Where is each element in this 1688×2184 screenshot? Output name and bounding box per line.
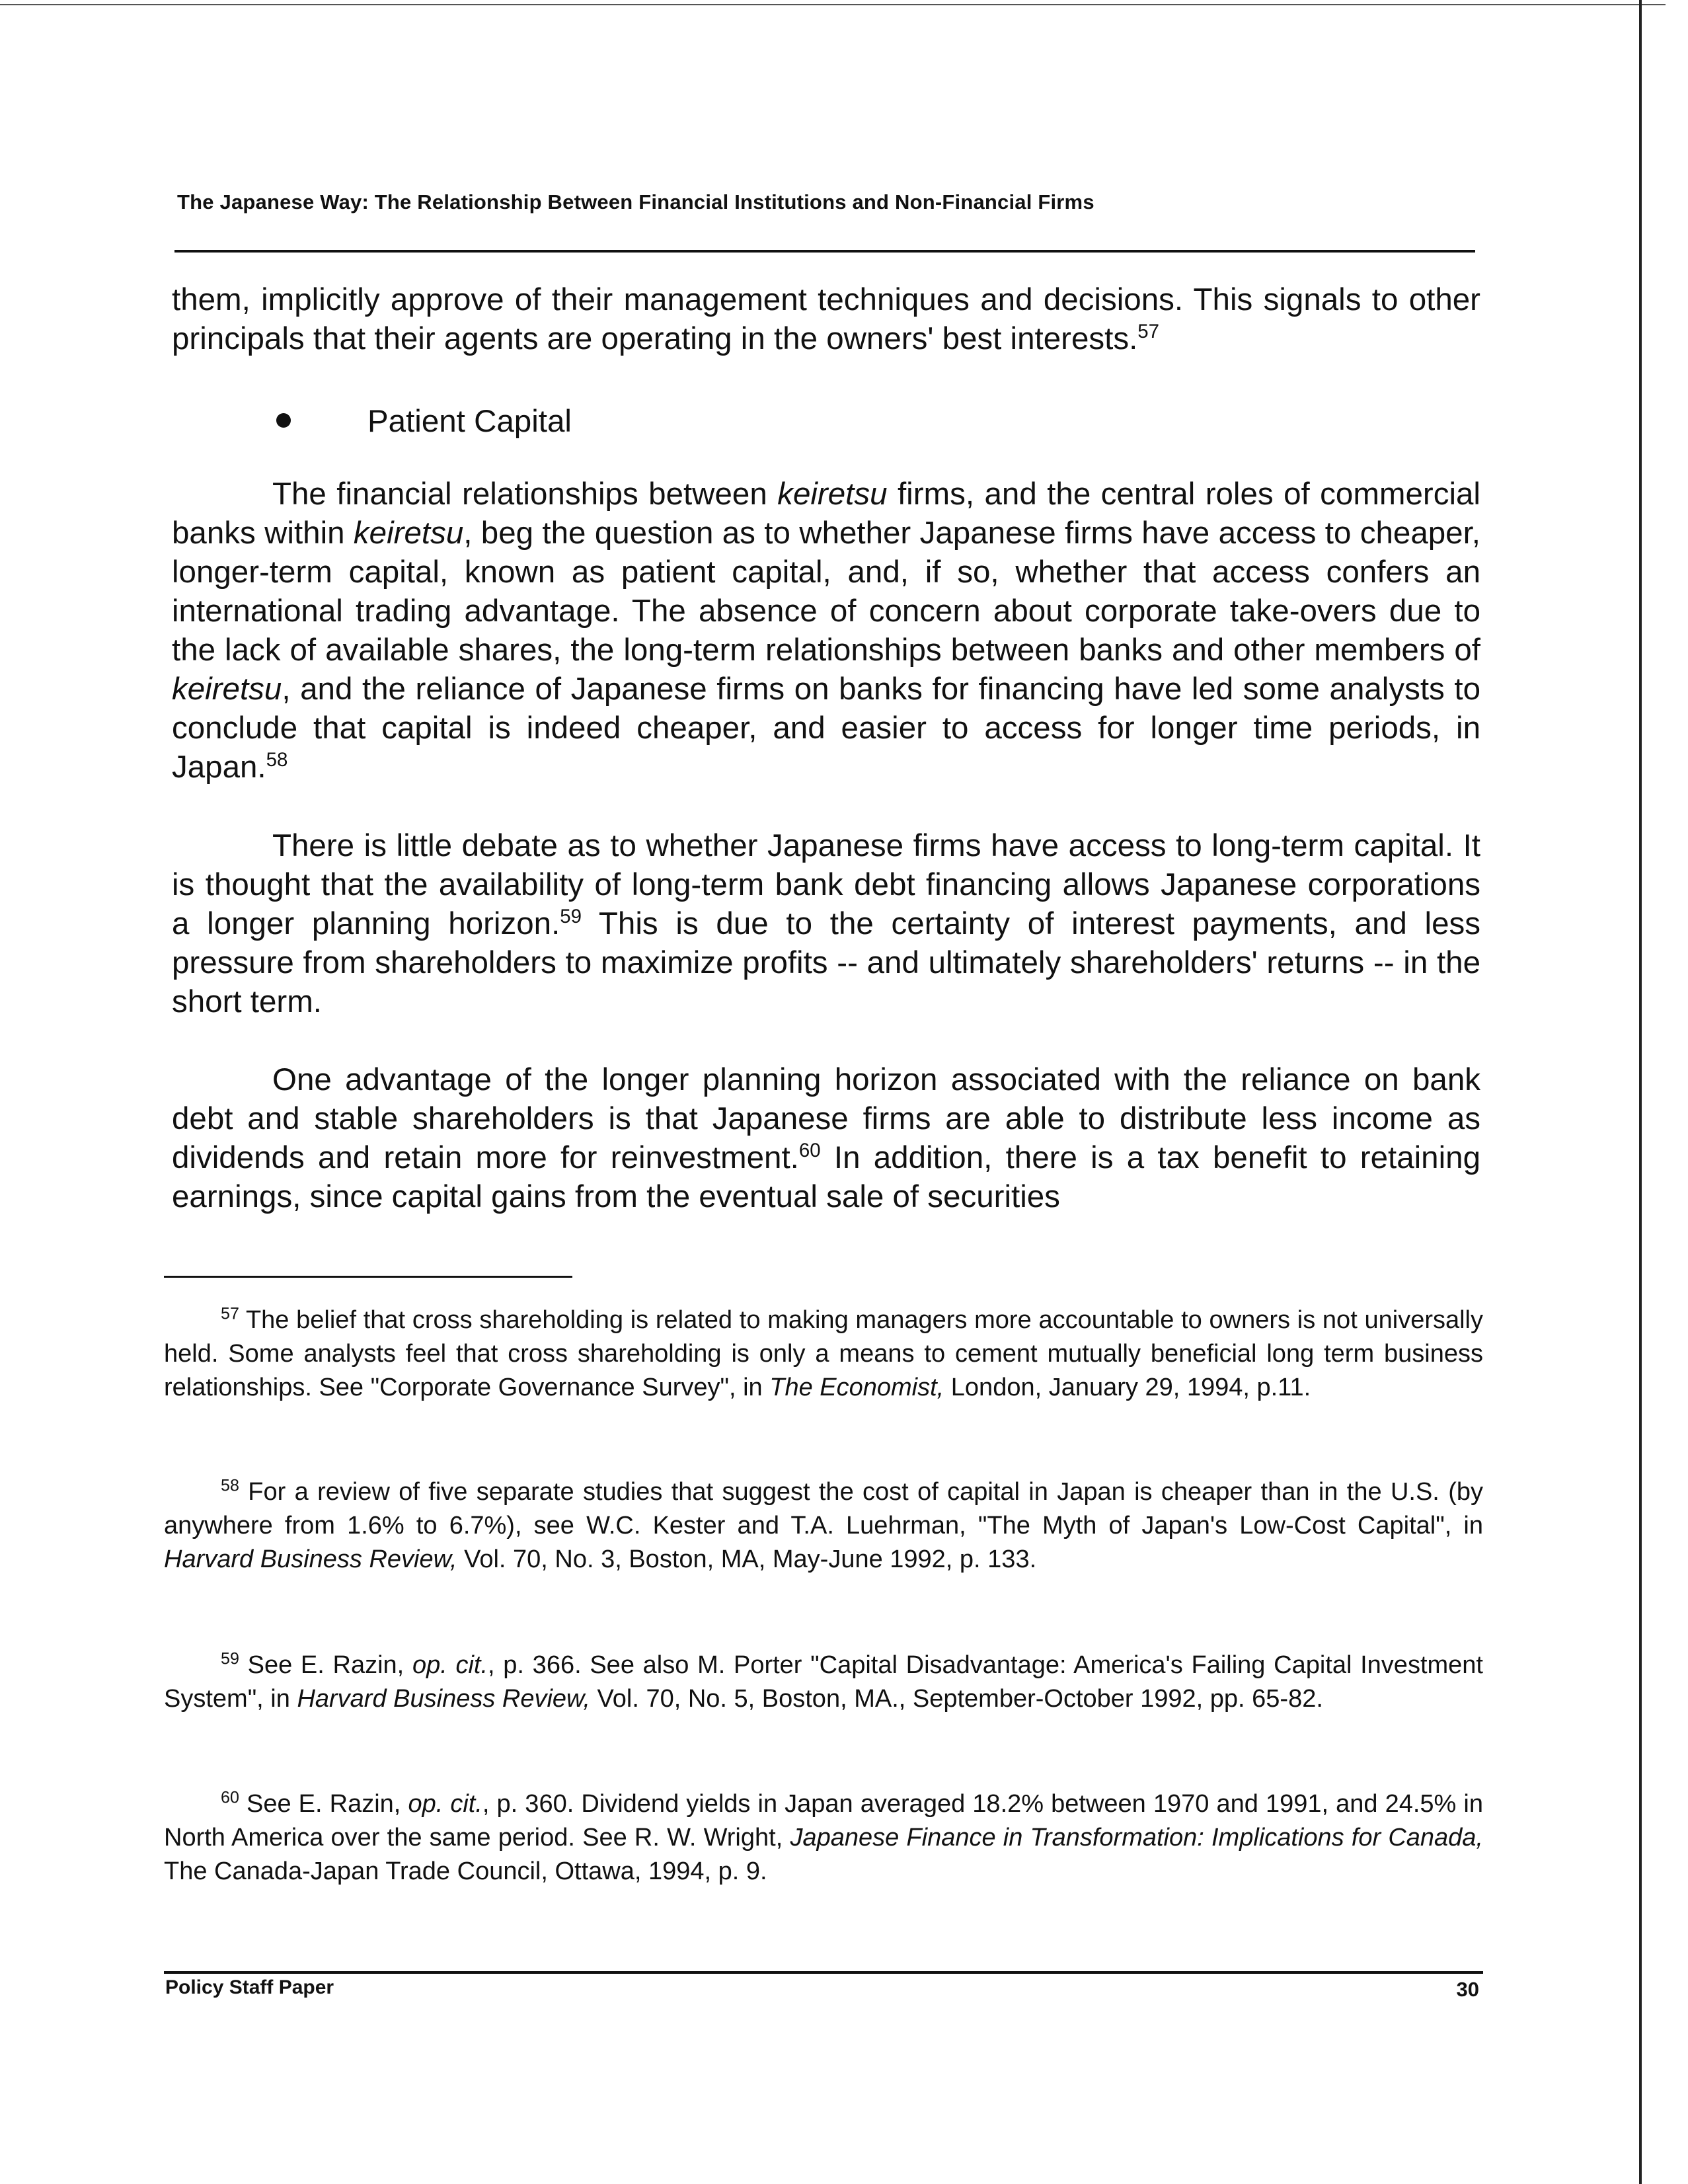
footnote-ref-60[interactable]: 60	[798, 1140, 821, 1162]
italic-term: keiretsu	[172, 672, 282, 707]
footnote-ref-58[interactable]: 58	[266, 749, 288, 771]
italic-term: keiretsu	[353, 516, 464, 551]
page-number: 30	[1456, 1978, 1479, 2001]
italic-term: keiretsu	[777, 477, 888, 512]
italic-term: op. cit.	[412, 1651, 488, 1679]
footnote-ref-57[interactable]: 57	[1137, 321, 1160, 343]
body-paragraph-2: There is little debate as to whether Japanese firms have access to long-term capital. It is thought that the availability of long-term bank debt financing allows Japanese corporations a longer planning horizon.$^{59}$ This is due to the certainty of interest payments, and less pressure from shareholders to maximize profits -- and ultimately shareholders' returns -- in the short term.	[172, 828, 1480, 1019]
footnote-58: $^{58}$ For a review of five separate studies that suggest the cost of capital in Japan is cheaper than in the U.S. (by anywhere from 1.6% to 6.7%), see W.C. Kester and T.A. Luehrman, "The Myth of Japan's Low-Cost Capital", in Harvard Business Review, Vol. 70, No. 3, Boston, MA, May-June 1992, p. 133.	[164, 1476, 1483, 1573]
footnote-60: $^{60}$ See E. Razin, op. cit., p. 360. Dividend yields in Japan averaged 18.2% between 1970 and 1991, and 24.5% in North America over the same period. See R. W. Wright, Japanese Finance in Transformation: Implications for Canada, The Canada-Japan Trade Council, Ottawa, 1994, p. 9.	[164, 1788, 1483, 1885]
bullet-icon	[276, 413, 291, 428]
body-paragraph-continued	[172, 280, 1480, 358]
footer-publication: Policy Staff Paper	[165, 1976, 334, 1998]
scan-right-edge	[1639, 0, 1642, 2184]
footnote-separator	[164, 1276, 572, 1278]
bullet-heading	[276, 402, 572, 441]
footnote-57: $^{57}$ The belief that cross shareholding is related to making managers more accountable to owners is not universally held. Some analysts feel that cross shareholding is only a means to cement mutually beneficial long term business relationships. See "Corporate Governance Survey", in The Economist, London, January 29, 1994, p.11.	[164, 1304, 1483, 1401]
footer-rule	[164, 1971, 1483, 1974]
footnote-number: 57	[221, 1304, 239, 1323]
footnote-number: 60	[221, 1788, 239, 1807]
paragraph-text: them, implicitly approve of their management techniques and decisions. This signals to other principals that their agents are operating in the owners' best interests.	[172, 282, 1480, 356]
footnote-59: $^{59}$ See E. Razin, op. cit., p. 366. See also M. Porter "Capital Disadvantage: America's Failing Capital Investment System", in Harvard Business Review, Vol. 70, No. 5, Boston, MA., September-October 1992, pp. 65-82.	[164, 1649, 1483, 1713]
header-rule	[174, 250, 1475, 253]
italic-term: op. cit.	[408, 1790, 482, 1818]
body-paragraph-3: One advantage of the longer planning horizon associated with the reliance on bank debt and stable shareholders is that Japanese firms are able to distribute less income as dividends and retain more for reinvestment.$^{60}$ In addition, there is a tax benefit to retaining earnings, since capital gains from the eventual sale of securities	[172, 1062, 1480, 1214]
footnote-ref-59[interactable]: 59	[560, 906, 582, 928]
document-page	[164, 0, 1483, 2184]
body-paragraph-1: The financial relationships between keiretsu firms, and the central roles of commercial banks within keiretsu, beg the question as to whether Japanese firms have access to cheaper, longer-term capital, known as patient capital, and, if so, whether that access confers an international trading advantage. The absence of concern about corporate take-overs due to the lack of available shares, the long-term relationships between banks and other members of keiretsu, and the reliance of Japanese firms on banks for financing have led some analysts to conclude that capital is indeed cheaper, and easier to access for longer time periods, in Japan.$^{58}$	[172, 477, 1480, 785]
italic-title: Harvard Business Review,	[297, 1685, 590, 1713]
italic-title: Japanese Finance in Transformation: Implications for Canada,	[790, 1824, 1483, 1852]
section-heading: Patient Capital	[367, 404, 572, 439]
footnote-number: 59	[221, 1649, 239, 1668]
footnote-number: 58	[221, 1476, 239, 1495]
italic-title: The Economist,	[769, 1374, 944, 1401]
running-header-title: The Japanese Way: The Relationship Between Financial Institutions and Non-Financial Firms	[177, 190, 1094, 214]
italic-title: Harvard Business Review,	[164, 1545, 457, 1573]
